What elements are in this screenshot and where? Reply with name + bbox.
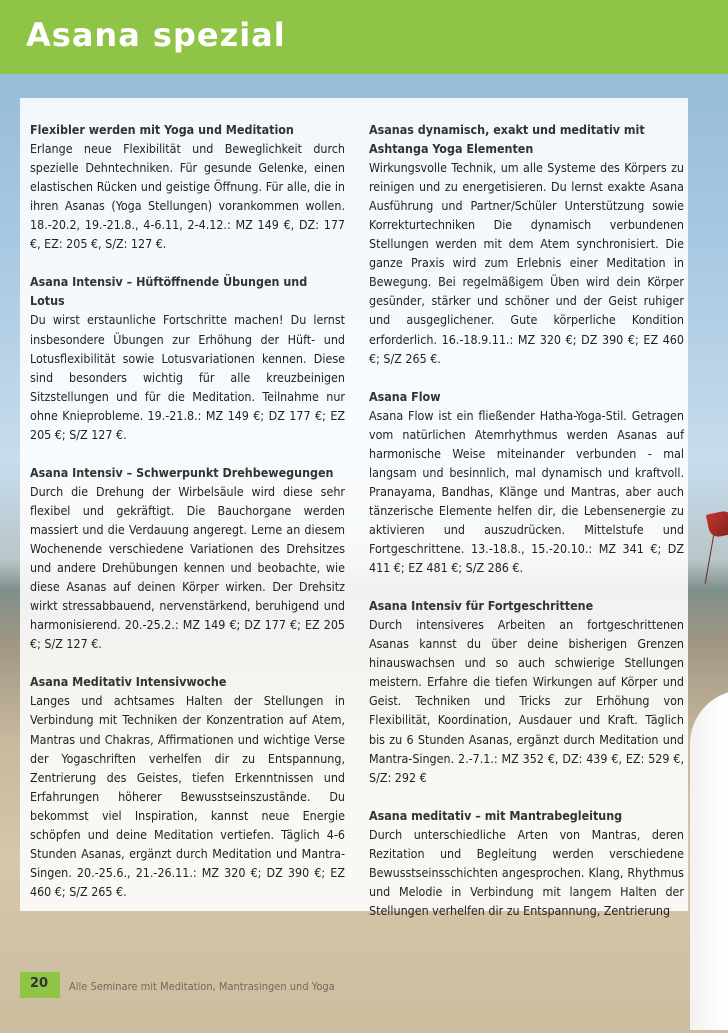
- right-column: [369, 120, 684, 939]
- course-heading: Asana Intensiv für Fortgeschrittene: [369, 598, 594, 614]
- page-number: 20: [30, 976, 49, 991]
- course-heading: Asana Flow: [369, 388, 441, 404]
- left-column: [30, 120, 345, 920]
- course-description: Langes und achtsames Halten der Stellungen in Verbindung mit Techniken der Konzentration auf Atem, Mantras und Chakras, Affirmationen und wichtige Verse der Yogaschriften verhelfen dir zu Entspannung, Zentrierung des Geistes, tiefen Erkenntnissen und Erfahrungen höherer Bewusstseinszustände. Du bekommst viel Inspiration, kannst neue Energie schöpfen und deine Meditation vertiefen. Täglich 4-6 Stunden Asanas, ergänzt durch Meditation und Mantra-Singen. 20.-25.6., 21.-26.11.: MZ 320 €; DZ 390 €; EZ 460 €; S/Z 265 €.: [30, 693, 345, 899]
- course-flexibler-werden: [30, 120, 345, 253]
- page-title: Asana spezial: [26, 16, 286, 54]
- course-asana-intensiv-hueft: [30, 272, 345, 443]
- yoga-figure-image: [690, 690, 728, 1030]
- course-description: Durch unterschiedliche Arten von Mantras, deren Rezitation und Begleitung werden verschiedene Bewusstseinsschichten angesprochen. Klang, Rhythmus und Melodie in Verbindung mit langem Halten der Stellungen verhelfen dir zu Entspannung, Zentrierung: [369, 826, 684, 918]
- course-description: Asana Flow ist ein fließender Hatha-Yoga-Stil. Getragen vom natürlichen Atemrhythmus werden Asanas auf harmonische Weise miteinander verbunden - mal langsam und besinnlich, mal dynamisch und kraftvoll. Pranayama, Bandhas, Klänge und Mantras, aber auch tänzerische Elemente helfen dir, die Lebensenergie zu aktivieren und auszudrücken. Mittelstufe und Fortgeschrittene. 13.-18.8., 15.-20.10.: MZ 341 €; DZ 411 €; EZ 481 €; S/Z 286 €.: [369, 407, 684, 576]
- course-asana-intensiv-dreh: [30, 463, 345, 653]
- course-description: Wirkungsvolle Technik, um alle Systeme des Körpers zu reinigen und zu energetisieren. Du lernst exakte Asana Ausführung und Partner/Schüler Unterstützung sowie Korrekturtechniken Die dynamisch verbundenen Stellungen werden mit dem Atem synchronisiert. Die ganze Praxis wird zum Erlebnis einer Meditation in Bewegung. Bei regelmäßigem Üben wird dein Körper gesünder, stärker und schöner und der Geist ruhiger und ausgeglichener. Gute körperliche Kondition erforderlich. 16.-18.9.11.: MZ 320 €; DZ 390 €; EZ 460 €; S/Z 265 €.: [369, 160, 684, 366]
- kite-line: [705, 534, 715, 583]
- course-asana-flow: [369, 387, 684, 577]
- course-heading: Asana Intensiv – Schwerpunkt Drehbewegungen: [30, 464, 334, 480]
- course-heading: Asana Intensiv – Hüftöffnende Übungen und Lotus: [30, 274, 308, 309]
- course-description: Erlange neue Flexibilität und Beweglichkeit durch spezielle Dehntechniken. Für gesunde Gelenke, einen elastischen Rücken und geistige Öffnung. Für alle, die in ihren Asanas (Yoga Stellungen) vorankommen wollen. 18.-20.2, 19.-21.8., 4-6.11, 2-4.12.: MZ 149 €, DZ: 177 €, EZ: 205 €, S/Z: 127 €.: [30, 141, 345, 252]
- course-mantrabegleitung: [369, 806, 684, 920]
- course-description: Durch intensiveres Arbeiten an fortgeschrittenen Asanas kannst du über deine bisherigen Grenzen hinauswachsen und so auch schwierige Stellungen meistern. Erfahre die tiefen Wirkungen auf Körper und Geist. Techniken und Tricks zur Erhöhung von Flexibilität, Koordination, Ausdauer und Kraft. Täglich bis zu 6 Stunden Asanas, ergänzt durch Meditation und Mantra-Singen. 2.-7.1.: MZ 352 €, DZ: 439 €, EZ: 529 €, S/Z: 292 €: [369, 617, 684, 785]
- course-description: Durch die Drehung der Wirbelsäule wird diese sehr flexibel und gekräftigt. Die Bauchorgane werden massiert und die Verdauung angeregt. Lerne an diesem Wochenende verschiedene Variationen des Drehsitzes und andere Drehübungen kennen und beobachte, wie diese Asanas auf deinen Körper wirken. Der Drehsitz wirkt stressabbauend, nervenstärkend, beruhigend und harmonisierend. 20.-25.2.: MZ 149 €; DZ 177 €; EZ 205 €; S/Z 127 €.: [30, 483, 345, 652]
- course-heading: Asanas dynamisch, exakt und meditativ mit Ashtanga Yoga Elementen: [369, 122, 645, 157]
- course-heading: Flexibler werden mit Yoga und Meditation: [30, 122, 294, 137]
- course-fortgeschrittene: [369, 596, 684, 786]
- course-heading: Asana meditativ – mit Mantrabegleitung: [369, 807, 623, 823]
- kite-image: [706, 510, 728, 539]
- course-asana-meditativ-intensivwoche: [30, 672, 345, 901]
- course-ashtanga: [369, 120, 684, 368]
- course-heading: Asana Meditativ Intensivwoche: [30, 674, 227, 690]
- footer-text: Alle Seminare mit Meditation, Mantrasingen und Yoga: [69, 980, 335, 993]
- course-description: Du wirst erstaunliche Fortschritte machen! Du lernst insbesondere Übungen zur Erhöhung der Hüft- und Lotusflexibilität sowie Lotusvariationen kennen. Diese sind besonders wichtig für alle kreuzbeinigen Sitzstellungen und für die Meditation. Teilnahme nur ohne Knieprobleme. 19.-21.8.: MZ 149 €; DZ 177 €; EZ 205 €; S/Z 127 €.: [30, 312, 345, 442]
